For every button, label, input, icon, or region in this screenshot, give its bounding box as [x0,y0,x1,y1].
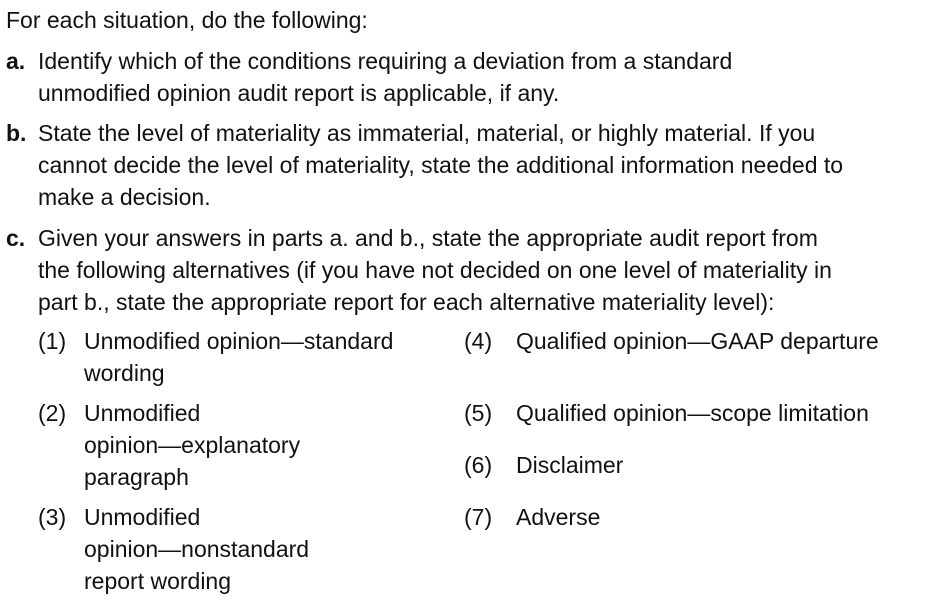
part-b-line-3: make a decision. [38,184,211,210]
option-2-number: (2) [38,400,67,426]
option-1-line-2: wording [84,360,165,386]
option-3-line-2: opinion—nonstandard [84,536,310,562]
option-5-number: (5) [464,400,493,426]
part-b-line-2: cannot decide the level of materiality, state the additional information needed to [38,152,844,178]
option-5-line-1: Qualified opinion—scope limitation [516,400,869,426]
part-c-line-2: the following alternatives (if you have not decided on one level of materiality in [38,257,832,283]
option-2-line-1: Unmodified [84,400,201,426]
option-6-number: (6) [464,452,493,478]
part-c-line-3: part b., state the appropriate report for each alternative materiality level): [38,289,775,315]
part-a-line-1: Identify which of the conditions requiring a deviation from a standard [38,48,733,74]
option-1-number: (1) [38,328,67,354]
part-b-line-1: State the level of materiality as immaterial, material, or highly material. If you [38,120,816,146]
option-3-line-1: Unmodified [84,504,201,530]
option-6-line-1: Disclaimer [516,452,624,478]
option-7-line-1: Adverse [516,504,601,530]
option-1-line-1: Unmodified opinion—standard [84,328,394,354]
part-c-letter: c. [6,225,26,251]
part-c-line-1: Given your answers in parts a. and b., state the appropriate audit report from [38,225,818,251]
option-3-number: (3) [38,504,67,530]
part-a-letter: a. [6,48,26,74]
option-2-line-2: opinion—explanatory [84,432,301,458]
option-7-number: (7) [464,504,493,530]
part-a-line-2: unmodified opinion audit report is applicable, if any. [38,80,560,106]
option-4-number: (4) [464,328,493,354]
intro-text: For each situation, do the following: [6,7,368,33]
part-b-letter: b. [6,120,27,146]
option-2-line-3: paragraph [84,464,189,490]
option-3-line-3: report wording [84,568,232,594]
option-4-line-1: Qualified opinion—GAAP departure [516,328,879,354]
